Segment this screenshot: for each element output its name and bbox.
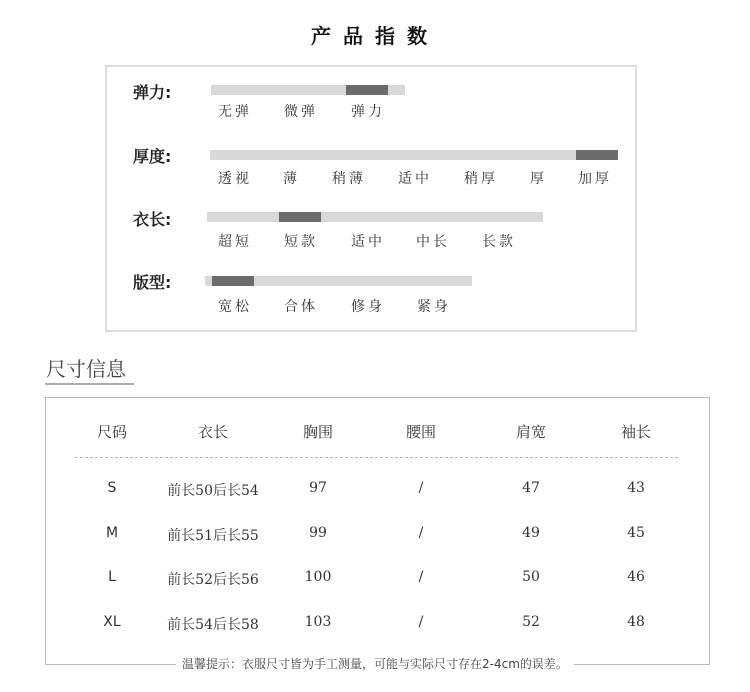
- length-bar: [207, 212, 543, 222]
- product-index-title: 产品指数: [311, 24, 439, 48]
- fit-option: 紧身: [417, 299, 451, 315]
- shoulder-cell: 47: [522, 480, 540, 496]
- size-cell: M: [105, 525, 119, 541]
- length-label: 衣长:: [133, 210, 172, 229]
- chest-cell: 100: [304, 569, 332, 585]
- length-option: 中长: [416, 234, 450, 250]
- waist-cell: /: [418, 525, 424, 541]
- elasticity-option: 弹力: [351, 104, 385, 120]
- thickness-option: 稍厚: [464, 171, 498, 187]
- header-divider: [75, 457, 678, 458]
- thickness-option: 适中: [398, 171, 432, 187]
- chest-cell: 103: [304, 614, 332, 630]
- thickness-option: 稍薄: [332, 171, 366, 187]
- shoulder-cell: 50: [522, 569, 540, 585]
- elasticity-marker: [346, 85, 388, 95]
- fit-option: 宽松: [218, 299, 252, 315]
- thickness-option: 透视: [218, 171, 252, 187]
- sleeve-header: 袖长: [620, 423, 651, 441]
- shoulder-cell: 52: [522, 614, 540, 630]
- thickness-option: 厚: [530, 171, 547, 187]
- length-cell: 前长51后长55: [167, 528, 259, 544]
- fit-bar: [205, 276, 472, 286]
- measurement-note: [0, 655, 750, 672]
- elasticity-bar: [211, 85, 405, 95]
- length-option: 超短: [218, 234, 252, 250]
- size-cell: XL: [103, 614, 121, 630]
- fit-marker: [212, 276, 254, 286]
- thickness-marker: [576, 150, 618, 160]
- length-option: 长款: [482, 234, 516, 250]
- chest-header: 胸围: [302, 423, 333, 441]
- size-header: 尺码: [96, 423, 127, 441]
- waist-cell: /: [418, 480, 424, 496]
- thickness-option: 加厚: [578, 171, 612, 187]
- sleeve-cell: 45: [627, 525, 645, 541]
- elasticity-option: 无弹: [218, 104, 252, 120]
- length-option: 适中: [351, 234, 385, 250]
- size-info-underline: [45, 383, 134, 385]
- length-marker: [279, 212, 321, 222]
- fit-option: 合体: [284, 299, 318, 315]
- thickness-label: 厚度:: [133, 147, 172, 166]
- waist-cell: /: [418, 569, 424, 585]
- length-cell: 前长52后长56: [167, 572, 259, 588]
- size-info-title: 尺寸信息: [46, 357, 126, 381]
- fit-label: 版型:: [133, 273, 172, 292]
- length-cell: 前长50后长54: [167, 483, 259, 499]
- waist-header: 腰围: [405, 423, 436, 441]
- chest-cell: 97: [309, 480, 327, 496]
- chest-cell: 99: [309, 525, 327, 541]
- thickness-option: 薄: [283, 171, 300, 187]
- size-cell: S: [107, 480, 117, 496]
- elasticity-label: 弹力:: [133, 83, 172, 102]
- size-cell: L: [108, 569, 116, 585]
- measurement-note-text: 温馨提示：衣服尺寸皆为手工测量，可能与实际尺寸存在2-4cm的误差。: [176, 657, 574, 671]
- length-cell: 前长54后长58: [167, 617, 259, 633]
- fit-option: 修身: [351, 299, 385, 315]
- length-header: 衣长: [197, 423, 228, 441]
- shoulder-cell: 49: [522, 525, 540, 541]
- length-option: 短款: [284, 234, 318, 250]
- shoulder-header: 肩宽: [515, 423, 546, 441]
- sleeve-cell: 48: [627, 614, 645, 630]
- sleeve-cell: 43: [627, 480, 645, 496]
- sleeve-cell: 46: [627, 569, 645, 585]
- waist-cell: /: [418, 614, 424, 630]
- thickness-bar: [210, 150, 618, 160]
- elasticity-option: 微弹: [284, 104, 318, 120]
